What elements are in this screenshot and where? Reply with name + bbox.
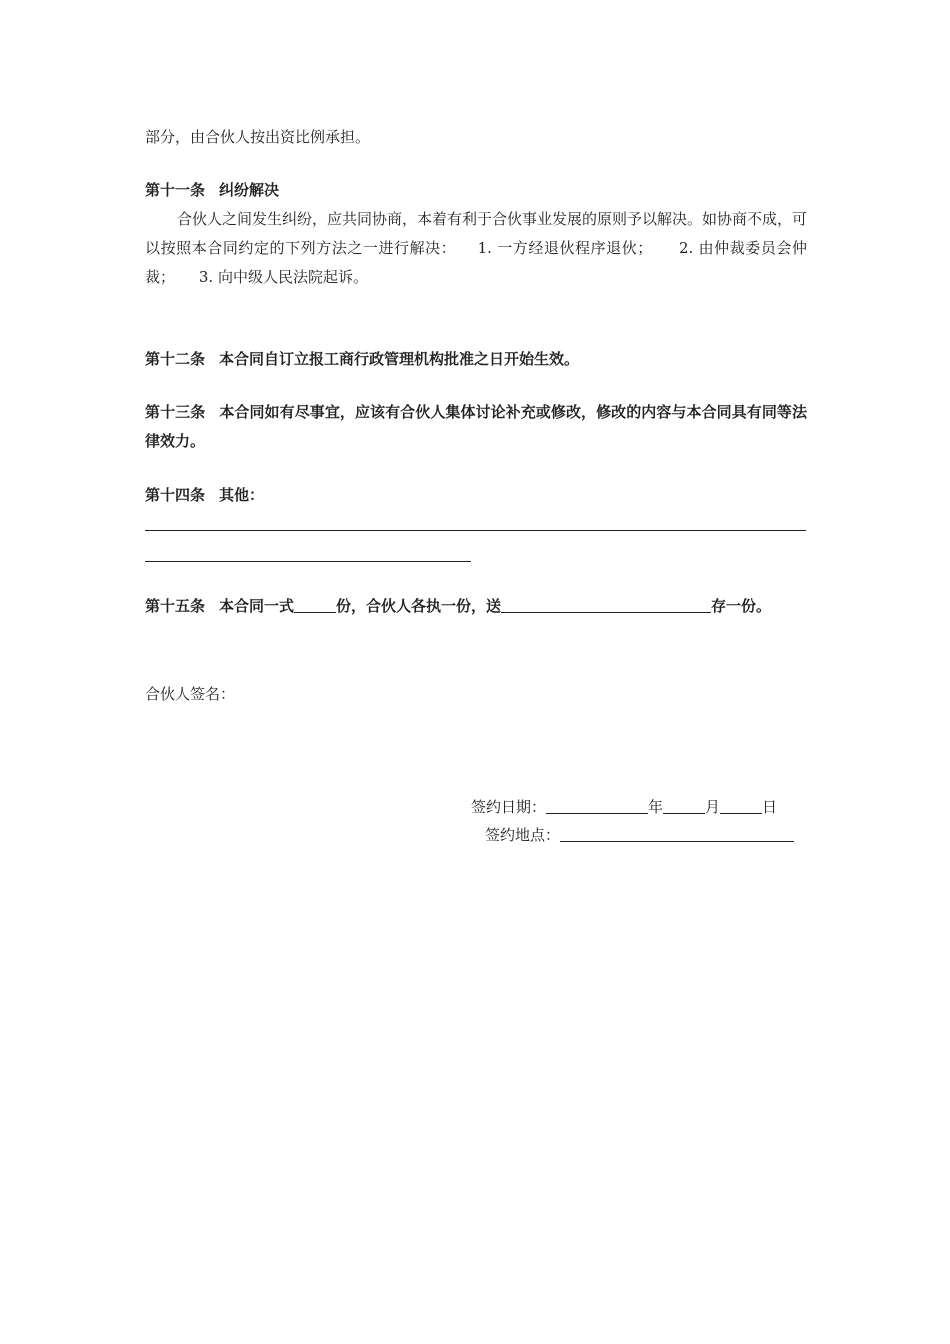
- article-15-number: 第十五条: [145, 597, 206, 615]
- article-12: [145, 345, 807, 374]
- article-13-text: 本合同如有尽事宜，应该有合伙人集体讨论补充或修改，修改的内容与本合同具有同等法律效力。: [145, 403, 807, 450]
- signing-place-row: [485, 821, 794, 850]
- article-14-number: 第十四条: [145, 486, 206, 504]
- month-label: 月: [705, 798, 721, 816]
- depository-blank: [501, 596, 711, 614]
- article-11-heading: [145, 176, 807, 205]
- article-11-body-text: 合伙人之间发生纠纷，应共同协商，本着有利于合伙事业发展的原则予以解决。如协商不成，可以按照本合同约定的下列方法之一进行解决：: [145, 210, 808, 257]
- day-label: 日: [762, 798, 778, 816]
- copies-blank: [294, 596, 336, 614]
- article-11-number: 第十一条: [145, 181, 206, 199]
- day-blank: [720, 797, 762, 815]
- article-11-option-1: 1. 一方经退伙程序退伙；: [477, 239, 653, 257]
- intro-tail: 部分，由合伙人按出资比例承担。: [145, 128, 371, 146]
- article-11-body: [145, 205, 807, 292]
- article-12-number: 第十二条: [145, 350, 206, 368]
- article-11-option-2: 2. 由仲裁委员会仲裁；: [145, 239, 807, 286]
- article-15-text-a: 本合同一式: [219, 597, 295, 615]
- article-14-blank-line-2: [145, 561, 471, 562]
- year-blank: [546, 797, 648, 815]
- month-blank: [663, 797, 705, 815]
- article-15: [145, 592, 807, 621]
- article-14-text: 其他：: [219, 486, 265, 504]
- article-12-text: 本合同自订立报工商行政管理机构批准之日开始生效。: [219, 350, 580, 368]
- signing-date-row: [471, 793, 777, 822]
- place-blank: [560, 825, 794, 843]
- article-15-text-c: 存一份。: [711, 597, 772, 615]
- article-14-blank-line-1: [145, 530, 806, 531]
- signing-date-label: 签约日期：: [471, 798, 547, 816]
- signing-place-label: 签约地点：: [485, 826, 561, 844]
- article-13-number: 第十三条: [145, 403, 206, 421]
- article-13: [145, 398, 807, 456]
- year-label: 年: [648, 798, 664, 816]
- article-11-title: 纠纷解决: [219, 181, 280, 199]
- article-11-option-3: 3. 向中级人民法院起诉。: [198, 268, 368, 286]
- article-15-text-b: 份，合伙人各执一份，送: [336, 597, 502, 615]
- article-14: [145, 481, 807, 510]
- partner-signature-label: 合伙人签名：: [145, 685, 236, 703]
